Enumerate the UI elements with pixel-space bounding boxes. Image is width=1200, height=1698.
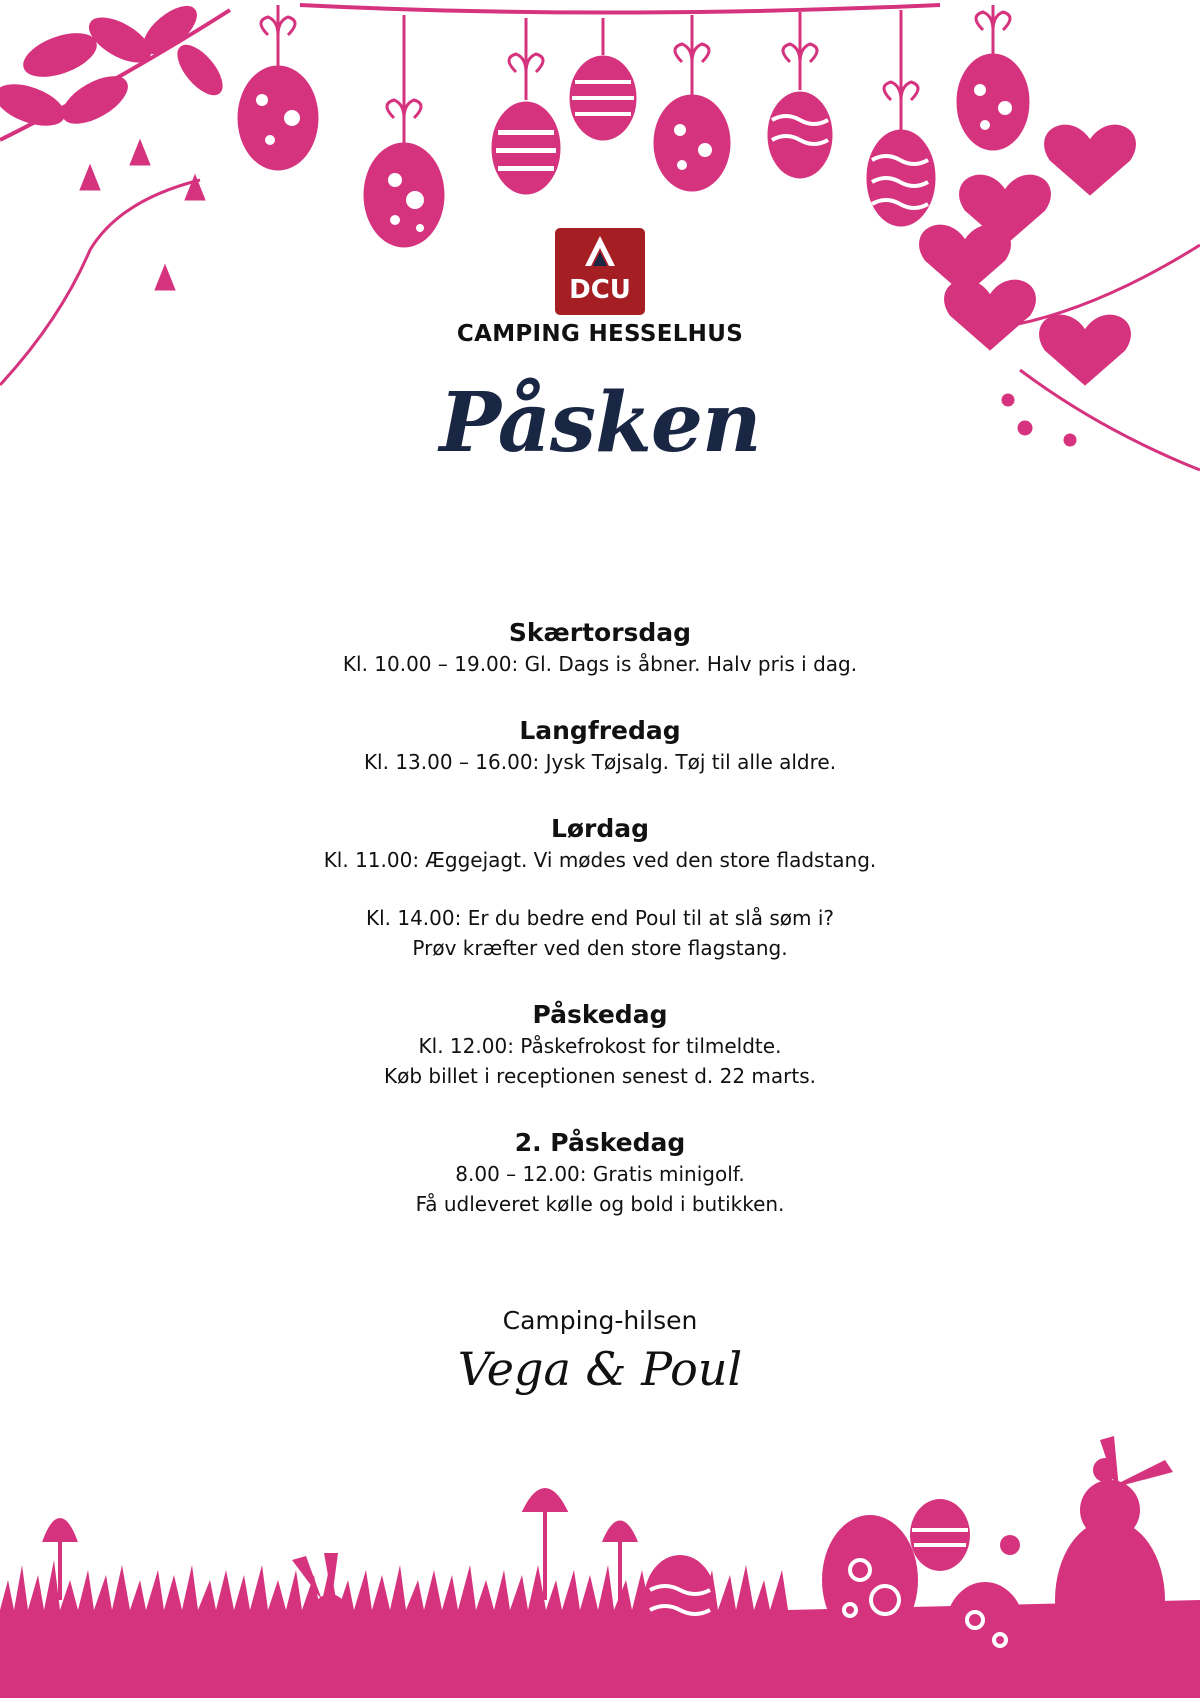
- event-line: Kl. 13.00 – 16.00: Jysk Tøjsalg. Tøj til alle aldre.: [363, 750, 837, 774]
- logo-text: DCU: [569, 275, 631, 305]
- grass-bunnies-icon: [0, 1436, 1200, 1698]
- event-line: Få udleveret kølle og bold i butikken.: [415, 1192, 785, 1216]
- day-heading: Langfredag: [519, 716, 681, 745]
- schedule-day: [0, 715, 1200, 777]
- event-line: Kl. 11.00: Æggejagt. Vi mødes ved den store fladstang.: [323, 848, 877, 872]
- spacer: [0, 875, 1200, 903]
- day-heading: Skærtorsdag: [508, 618, 692, 647]
- day-heading: Lørdag: [550, 814, 650, 843]
- event-line: Kl. 14.00: Er du bedre end Poul til at slå søm i?: [365, 906, 835, 930]
- tent-icon: [555, 228, 645, 273]
- schedule-day: [0, 999, 1200, 1091]
- event-line: Kl. 10.00 – 19.00: Gl. Dags is åbner. Halv pris i dag.: [342, 652, 858, 676]
- schedule-day: [0, 813, 1200, 963]
- event-line: Prøv kræfter ved den store flagstang.: [412, 936, 788, 960]
- event-line: 8.00 – 12.00: Gratis minigolf.: [455, 1162, 745, 1186]
- easter-schedule: [0, 617, 1200, 1255]
- day-heading: 2. Påskedag: [514, 1128, 686, 1157]
- event-line: Køb billet i receptionen senest d. 22 marts.: [383, 1064, 817, 1088]
- schedule-day: [0, 617, 1200, 679]
- page-title: Påsken: [439, 375, 761, 471]
- dcu-logo: [555, 228, 645, 315]
- camp-name: CAMPING HESSELHUS: [456, 321, 744, 347]
- greeting: Camping-hilsen: [502, 1306, 698, 1335]
- hanging-eggs-icon: [238, 5, 1029, 247]
- event-line: Kl. 12.00: Påskefrokost for tilmeldte.: [418, 1034, 782, 1058]
- day-heading: Påskedag: [532, 1000, 668, 1029]
- signature: Vega & Poul: [457, 1342, 743, 1396]
- schedule-day: [0, 1127, 1200, 1219]
